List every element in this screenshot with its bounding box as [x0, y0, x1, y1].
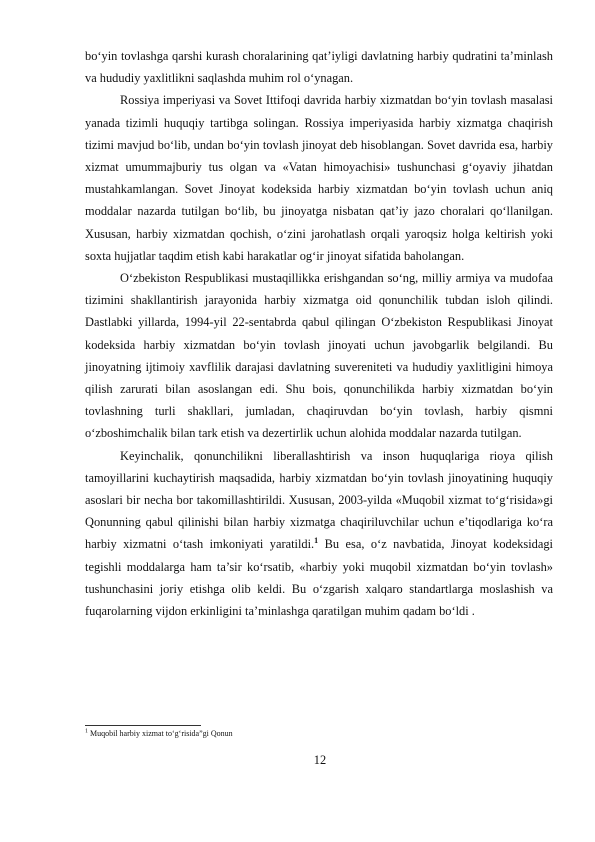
paragraph-3: O‘zbekiston Respublikasi mustaqillikka erishgandan so‘ng, milliy armiya va mudofaa tizimini shakllantirish jarayonida harbiy xizmatga oid qonunchilik tubdan isloh qilindi. Dastlabki yillarda, 1994-yil 22-sentabrda qabul qilingan O‘zbekiston Respublikasi Jinoyat kodeksida harbiy xizmatdan bo‘yin tovlash jinoyati uchun javobgarlik belgilandi. Bu jinoyatning ijtimoiy xavflilik darajasi davlatning suvereniteti va hududiy yaxlitligini himoya qilish zarurati bilan asoslangan edi. Shu bois, qonunchilikda harbiy xizmatdan bo‘yin tovlashning turli shakllari, jumladan, chaqiruvdan bo‘yin tovlash, harbiy qismni o‘zboshimchalik bilan tark etish va dezertirlik uchun alohida moddalar nazarda tutilgan.	[85, 271, 553, 441]
paragraph-4	[85, 445, 553, 623]
body-text	[85, 45, 553, 622]
footnote-marker: 1	[85, 728, 88, 735]
footnote-separator	[85, 725, 201, 726]
paragraph-4-text-after: Bu esa, o‘z navbatida, Jinoyat kodeksidagi tegishli moddalarga ham ta’sir ko‘rsatib, «harbiy yoki muqobil xizmatdan bo‘yin tovlash» tushunchasini joriy etishga olib keldi. Bu o‘zgarish xalqaro standartlarga moslashish va fuqarolarning vijdon erkinligini ta’minlashga qaratilgan muhim qadam bo‘ldi .	[85, 537, 553, 619]
footnote	[85, 729, 233, 739]
footnote-reference[interactable]: 1	[314, 536, 319, 546]
footnote-text: Muqobil harbiy xizmat to‘g‘risida”gi Qonun	[88, 729, 233, 738]
paragraph-1: bo‘yin tovlashga qarshi kurash choralarining qat’iyligi davlatning harbiy qudratini ta’minlash va hududiy yaxlitlikni saqlashda muhim rol o‘ynagan.	[85, 49, 553, 86]
paragraph-2: Rossiya imperiyasi va Sovet Ittifoqi davrida harbiy xizmatdan bo‘yin tovlash masalasi yanada tizimli huquqiy tartibga solingan. Rossiya imperiyasida harbiy xizmatga chaqirish tizimi mavjud bo‘lib, undan bo‘yin tovlash jinoyat deb hisoblangan. Sovet davrida esa, harbiy xizmat umummajburiy tus olgan va «Vatan himoyachisi» tushunchasi g‘oyaviy jihatdan mustahkamlangan. Sovet Jinoyat kodeksida harbiy xizmatdan bo‘yin tovlash uchun aniq moddalar nazarda tutilgan bo‘lib, bu jinoyatga nisbatan qat’iy jazo choralari qo‘llanilgan. Xususan, harbiy xizmatdan qochish, o‘zini jarohatlash orqali yaroqsiz holga keltirish yoki soxta hujjatlar taqdim etish kabi harakatlar og‘ir jinoyat sifatida baholangan.	[85, 93, 553, 263]
page-number: 12	[313, 753, 327, 767]
paragraph-4-text-before: Keyinchalik, qonunchilikni liberallashtirish va inson huquqlariga rioya qilish tamoyillarini kuchaytirish maqsadida, harbiy xizmatdan bo‘yin tovlash jinoyatining huquqiy asoslari bir necha bor takomillashtirildi. Xususan, 2003-yilda «Muqobil xizmat to‘g‘risida»gi Qonunning qabul qilinishi bilan harbiy xizmatga chaqiriluvchilar uchun e’tiqodlariga ko‘ra harbiy xizmatni o‘tash imkoniyati yaratildi.	[85, 448, 553, 552]
